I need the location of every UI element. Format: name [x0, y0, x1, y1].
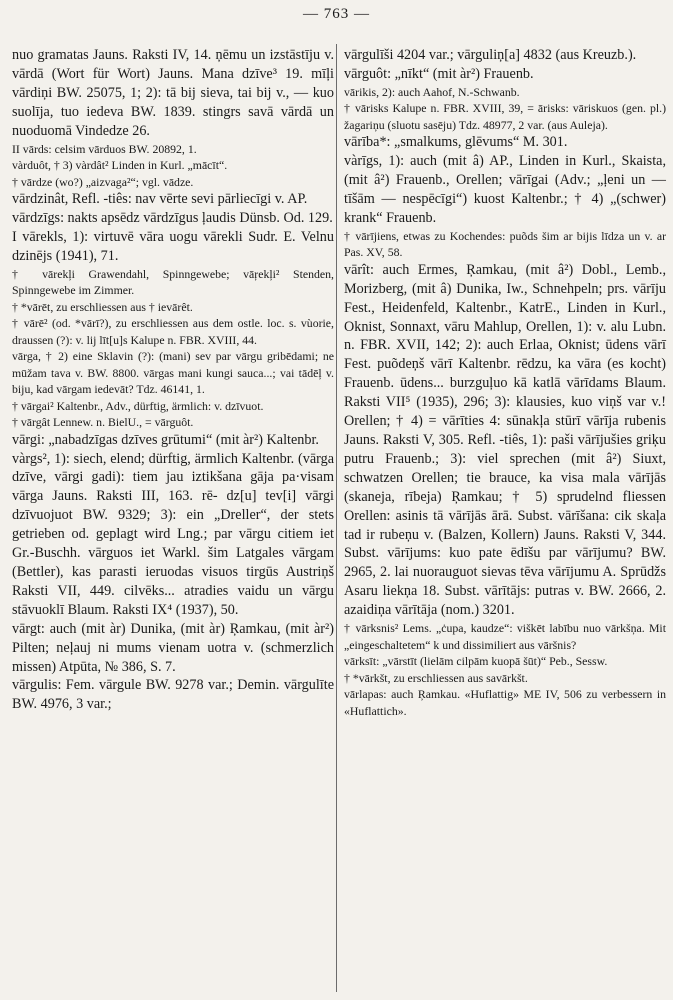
dictionary-entry: vārgt: auch (mit àr) Dunika, (mit àr) Ŗamkau, (mit àr²) Pilten; neļauj ni mums vienam uotra v. (schmerzlich missen) Atpūta, № 386, S. 7.	[12, 620, 334, 675]
dictionary-entry: nuo gramatas Jauns. Raksti IV, 14. ņēmu un izstāstīju v. vārdā (Wort für Wort) Jauns. Mana dzīve³ 19. mīļi vārdiņi BW. 25075, 1; 2): tā bij sieva, tai bij v., — kuo suolīja, tuo iedeva BW. 1839. stingrs savā vārdā un nuoduomā Vindedze 26.	[12, 47, 334, 139]
dictionary-entry: † vārekļi Grawendahl, Spinngewebe; vāŗekļi² Stenden, Spinngewebe im Zimmer.	[12, 266, 334, 298]
dictionary-entry: vàrgs², 1): siech, elend; dürftig, ärmlich Kaltenbr. (vārga dzīve, vārgi gadi): tiem jau iztikšana gāja pa·visam vārga Jauns. Raksti III, 163. rē- dz[u] tev[i] vārgi dzīvuojuot BW. 9329; 3): ein „Dreller“, der stets getrieben od. geplagt wird Lng.; par vārgu citiem iet Gr.-Buschh. vārguos iet Warkl. šim Latgales vārgam (Bettler), kas parasti ieruodas visuos tirgūs Austriņš Raksti VII, 449. cilvēks... atradies vaidu un vārgu stāvuoklī Blaum. Raksti IX⁴ (1937), 50.	[12, 450, 334, 618]
dictionary-entry: vārdzinât, Refl. -tiês: nav vērte sevi pārliecīgi v. AP.	[12, 191, 308, 208]
column-divider	[336, 44, 337, 992]
dictionary-entry: † vārgai² Kaltenbr., Adv., dürftig, ärmlich: v. dzīvuot.	[12, 398, 264, 413]
dictionary-entry: vārlapas: auch Ŗamkau. «Huflattig» ME IV, 506 zu verbessern in «Huflattich».	[344, 687, 666, 718]
dictionary-entry: vārgulīši 4204 var.; vārguliņ[a] 4832 (aus Kreuzb.).	[344, 47, 637, 63]
right-column	[344, 46, 666, 719]
page-number: — 763 —	[303, 6, 370, 22]
dictionary-entry: † vārksnis² Lems. „ċupa, kaudze“: viškēt labību nuo vārkšņa. Mit „eingeschaltetem“ k und dissimiliert aus vāršnis?	[344, 621, 666, 652]
dictionary-entry: I vārekls, 1): virtuvē vāra uogu vārekli Sudr. E. Velnu dzinējs (1941), 71.	[12, 228, 334, 264]
dictionary-entry: II vārds: celsim vārduos BW. 20892, 1.	[12, 141, 197, 156]
dictionary-entry: vārga, † 2) eine Sklavin (?): (mani) sev par vārgu gribēdami; ne mūžam tava v. BW. 8800. vārgas mani kungi sauca...; vai tādēļ v. biju, kad vārgam iedevāt? Tdz. 46141, 1.	[12, 349, 334, 397]
dictionary-entry: † *vārēt, zu erschliessen aus † ievārêt.	[12, 299, 193, 314]
dictionary-entry: vārība*: „smalkums, glēvums“ M. 301.	[344, 134, 568, 151]
dictionary-entry: vārksīt: „vārstīt (lielām cilpām kuopā šūt)“ Peb., Sessw.	[344, 654, 608, 669]
dictionary-entry: † vārījiens, etwas zu Kochendes: puõds šim ar bijis līdza un v. ar Pas. XV, 58.	[344, 228, 666, 260]
dictionary-entry: † *vārkšt, zu erschliessen aus savārkšt.	[344, 670, 528, 685]
dictionary-entry: vārguôt: „nīkt“ (mit àr²) Frauenb.	[344, 65, 534, 82]
dictionary-entry: vārdzīgs: nakts apsēdz vārdzīgus ļaudis Dünsb. Od. 129.	[12, 209, 333, 226]
dictionary-entry: vàrduôt, † 3) vàrdât² Linden in Kurl. „mācīt“.	[12, 158, 228, 173]
left-column	[12, 46, 334, 714]
dictionary-entry: † vārē² (od. *vārī?), zu erschliessen aus dem ostle. loc. s. vùorie, draussen (?): v. lij līt[u]s Kalupe n. FBR. XVIII, 44.	[12, 316, 334, 347]
dictionary-entry: † vārgât Lennew. n. BielU., = vārguôt.	[12, 415, 194, 430]
dictionary-entry: † vārisks Kalupe n. FBR. XVIII, 39, = ārisks: vāriskuos (gen. pl.) žagariņu (sluotu sasēju) Tdz. 48977, 2 var. (aus Auleja).	[344, 101, 666, 132]
dictionary-entry: vàrīgs, 1): auch (mit â) AP., Linden in Kurl., Skaista, (mit â²) Frauenb., Orellen; vārīgai (Adv.; „ļeni un — tīšām — nespēcīgi“) kuost Kaltenbr.; † 4) „(schwer) krank“ Frauenb.	[344, 153, 666, 226]
dictionary-entry: vārgi: „nabadzīgas dzīves grūtumi“ (mit àr²) Kaltenbr.	[12, 431, 319, 448]
dictionary-entry: vārikis, 2): auch Aahof, N.-Schwanb.	[344, 84, 520, 99]
dictionary-entry: † vārdze (wo?) „aizvaga²“; vgl. vādze.	[12, 174, 194, 189]
dictionary-entry: vārgulis: Fem. vārgule BW. 9278 var.; Demin. vārgulītе BW. 4976, 3 var.;	[12, 677, 334, 713]
dictionary-entry: vārît: auch Ermes, Ŗamkau, (mit â²) Dobl., Lemb., Morizberg, (mit â) Dunika, Iw., Schnehpeln; prs. vārīju Fest., Heidenfeld, Kaltenbr., KatrE., Linden in Kurl., Oknist, Sonnaxt, vāru Mahlup, Orellen, 1): v. alu Lubn. n. FBR. XVII, 142; 2): auch Erlaa, Oknist; ūdens vārī Fest. puõdeņš vārī Kaltenbr. rēdzu, ka vāra (es kocht) Frauenb. ūdens... burzguļuo kā katlā vārīdams Blaum. Raksti VII⁵ (1935), 296; 3): klausies, kuo viņš var v.! Orellen; † 4) = vārīties 4: sūnakļa stūrī vārīja rubenis Jauns. Raksti V, 305. Refl. -tiês, 1): paši vārījušies griķu putru Frauenb.; 3): viel sprechen (mit â²) Siuxt, schwatzen Orellen; tie brauce, ka visa mala vārījās (skaneja, rībeja) Ŗamkau; † 5) sprudelnd fliessen Orellen: asinis tā vārījās ārā. Subst. vārīšana: cik skaļa tad ir rubeņu v. (Balzen, Kollern) Jauns. Raksti V, 344. Subst. vārījums: kuo pate ēdīšu par vārījumu? BW. 2965, 2. lai nuorauguot sievas tēva vārījumu A. Sprūdžs Asaru liekņa 18. Subst. vārītājs: putras v. BW. 2666, 2. azaidiņa vārītāja (nom.) 3201.	[344, 261, 666, 619]
